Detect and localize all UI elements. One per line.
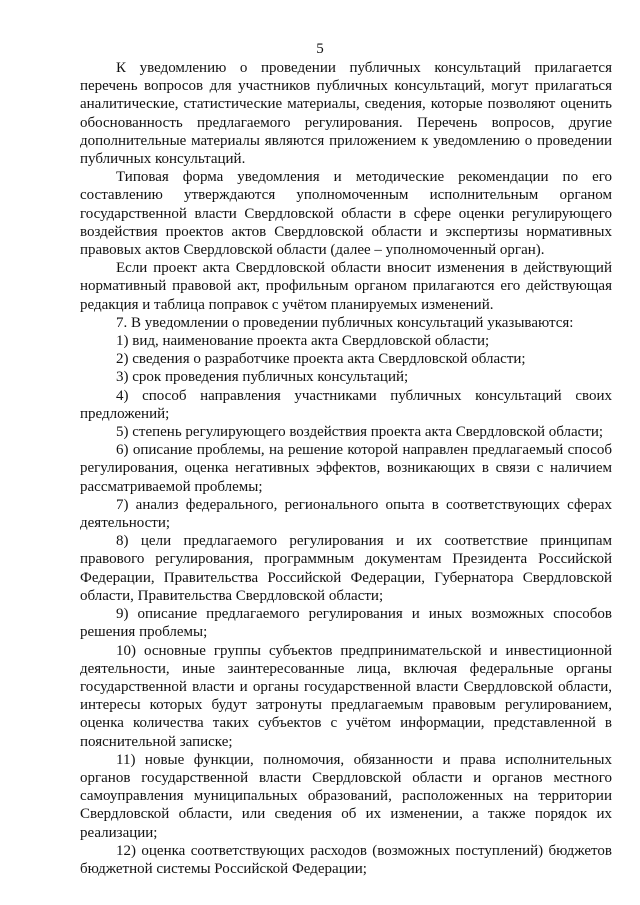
list-item-4: 4) способ направления участниками публичных консультаций своих предложений;	[80, 387, 612, 422]
list-item-12: 12) оценка соответствующих расходов (возможных поступлений) бюджетов бюджетной системы Российской Федерации;	[80, 842, 612, 877]
document-body	[80, 59, 612, 878]
paragraph-standard-form: Типовая форма уведомления и методические рекомендации по его составлению утверждаются уполномоченным исполнительным органом государственной власти Свердловской области в сфере оценки регулирующего воздействия проектов актов Свердловской области и экспертизы нормативных правовых актов Свердловской области (далее – уполномоченный орган).	[80, 169, 612, 259]
paragraph-attachments: К уведомлению о проведении публичных консультаций прилагается перечень вопросов для участников публичных консультаций, могут прилагаться аналитические, статистические материалы, сведения, которые позволяют оценить обоснованность предлагаемого регулирования. Перечень вопросов, другие дополнительные материалы являются приложением к уведомлению о проведении публичных консультаций.	[80, 60, 612, 168]
list-item-5: 5) степень регулирующего воздействия проекта акта Свердловской области;	[116, 424, 604, 441]
list-item-3: 3) срок проведения публичных консультаций;	[116, 369, 409, 386]
list-item-9: 9) описание предлагаемого регулирования и иных возможных способов решения проблемы;	[80, 606, 612, 641]
list-item-1: 1) вид, наименование проекта акта Свердловской области;	[116, 333, 490, 350]
paragraph-item-7-heading: 7. В уведомлении о проведении публичных консультаций указываются:	[116, 314, 574, 331]
list-item-6: 6) описание проблемы, на решение которой направлен предлагаемый способ регулирования, оценка негативных эффектов, возникающих в связи с наличием рассматриваемой проблемы;	[80, 442, 612, 495]
list-item-8: 8) цели предлагаемого регулирования и их соответствие принципам правового регулирования, программным документам Президента Российской Федерации, Правительства Российской Федерации, Губернатора Свердловской области, Правительства Свердловской области;	[80, 533, 612, 604]
list-item-7: 7) анализ федерального, регионального опыта в соответствующих сферах деятельности;	[80, 496, 612, 532]
page-number: 5	[316, 41, 324, 57]
list-item-10: 10) основные группы субъектов предпринимательской и инвестиционной деятельности, иные заинтересованные лица, включая федеральные органы государственной власти и органы государственной власти Свердловской области, интересы которых будут затронуты предлагаемым правовым регулированием, оценка количества таких субъектов с учётом информации, представленной в пояснительной записке;	[80, 642, 612, 750]
paragraph-amendments: Если проект акта Свердловской области вносит изменения в действующий нормативный правовой акт, профильным органом прилагаются его действующая редакция и таблица поправок с учётом планируемых изменений.	[80, 260, 612, 313]
list-item-2: 2) сведения о разработчике проекта акта Свердловской области;	[116, 351, 526, 368]
list-item-11: 11) новые функции, полномочия, обязанности и права исполнительных органов государственной власти Свердловской области и органов местного самоуправления муниципальных образований, расположенных на территории Свердловской области, или сведения об их изменении, а также порядок их реализации;	[80, 751, 612, 841]
